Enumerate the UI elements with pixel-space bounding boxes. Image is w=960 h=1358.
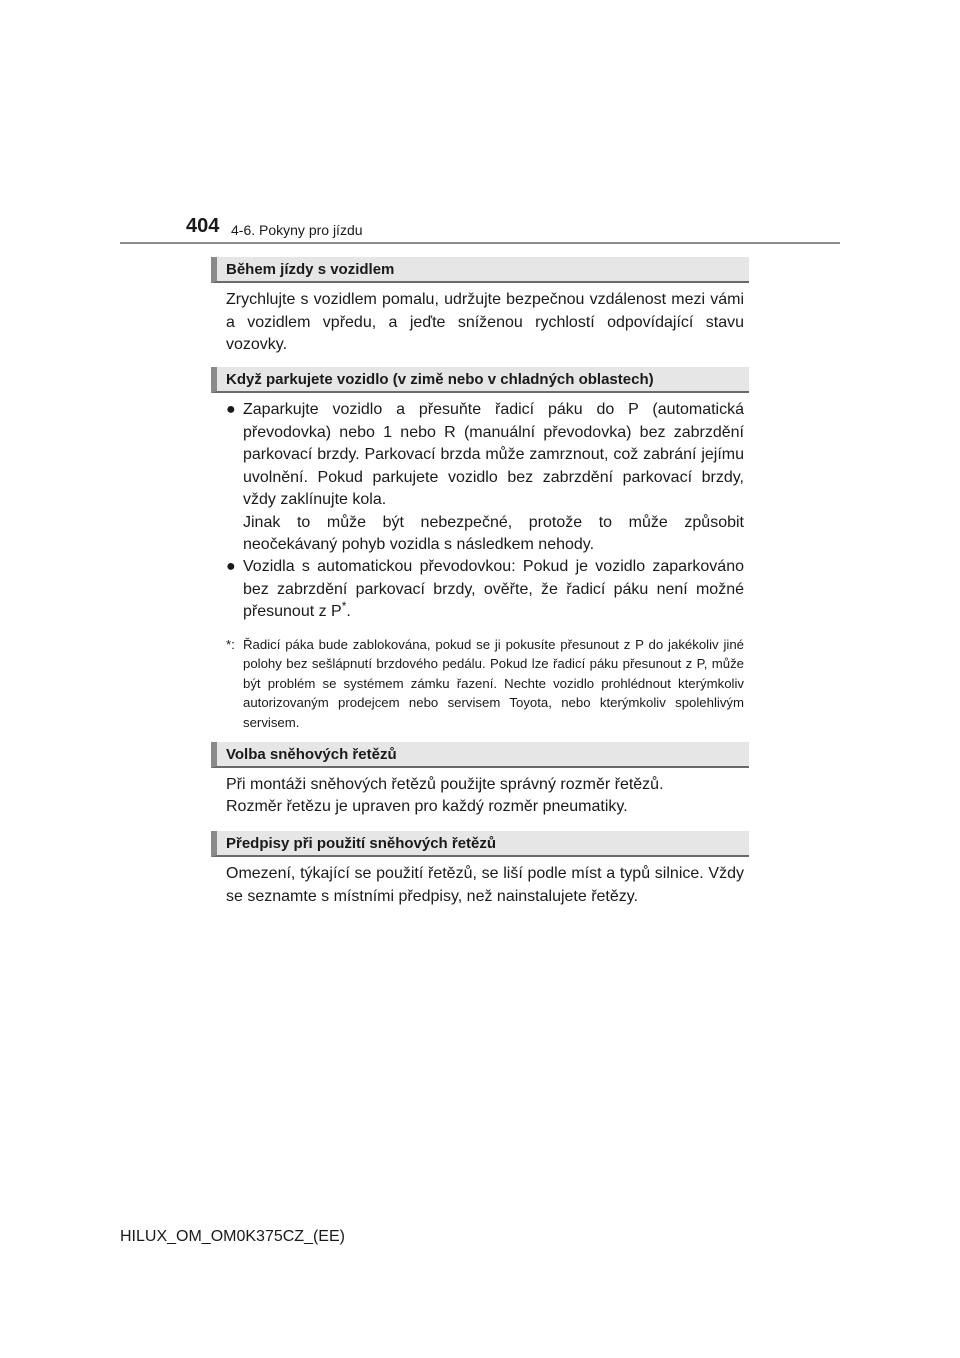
heading-snow-chain-regulations <box>211 831 749 857</box>
bullet-text-end: . <box>346 603 351 620</box>
bullet-item-parking-brake <box>226 399 744 557</box>
paragraph-chain-size-2: Rozměr řetězu je upraven pro každý rozměr pneumatiky. <box>226 798 628 815</box>
heading-snow-chain-selection <box>211 742 749 768</box>
heading-text: Během jízdy s vozidlem <box>226 261 395 278</box>
chapter-title: 4-6. Pokyny pro jízdu <box>231 222 363 238</box>
document-code: HILUX_OM_OM0K375CZ_(EE) <box>120 1228 345 1245</box>
footnote-reference: * <box>341 599 347 613</box>
bullet-item-automatic-transmission <box>226 556 744 624</box>
bullet-icon: ● <box>226 401 236 418</box>
footnote <box>226 635 744 732</box>
header-divider <box>120 242 840 244</box>
bullet-text-continuation: Jinak to může být nebezpečné, protože to může způsobit neočekávaný pohyb vozidla s následkem nehody. <box>243 513 744 553</box>
paragraph-driving: Zrychlujte s vozidlem pomalu, udržujte bezpečnou vzdálenost mezi vámi a vozidlem vpředu, a jeďte sníženou rychlostí odpovídající stavu vozovky. <box>226 291 744 353</box>
heading-text: Předpisy při použití sněhových řetězů <box>226 835 497 852</box>
heading-during-driving <box>211 257 749 283</box>
paragraph-regulations: Omezení, týkající se použití řetězů, se liší podle míst a typů silnice. Vždy se seznamte s místními předpisy, než nainstalujete řetězy. <box>226 865 744 905</box>
bullet-text: Vozidla s automatickou převodovkou: Pokud je vozidlo zaparkováno bez zabrzdění parkovací brzdy, ověřte, že řadicí páku není možné přesunout z P <box>243 558 744 620</box>
heading-parking-winter <box>211 367 749 393</box>
paragraph-chain-size: Při montáži sněhových řetězů použijte správný rozměr řetězů. <box>226 776 664 793</box>
footnote-text: Řadicí páka bude zablokována, pokud se ji pokusíte přesunout z P do jakékoliv jiné polohy bez sešlápnutí brzdového pedálu. Pokud lze řadicí páku přesunout z P, může být problém se systémem zámku řazení. Nechte vozidlo prohlédnout kterýmkoliv autorizovaným prodejcem nebo servisem Toyota, nebo kterýmkoliv spolehlivým servisem. <box>243 637 744 730</box>
page-number: 404 <box>186 215 220 237</box>
bullet-text: Zaparkujte vozidlo a přesuňte řadicí páku do P (automatická převodovka) nebo 1 nebo R (manuální převodovka) bez zabrzdění parkovací brzdy. Parkovací brzda může zamrznout, což zabrání jejímu uvolnění. Pokud parkujete vozidlo bez zabrzdění parkovací brzdy, vždy zaklínujte kola. <box>243 401 744 508</box>
bullet-icon: ● <box>226 558 236 575</box>
heading-text: Když parkujete vozidlo (v zimě nebo v chladných oblastech) <box>226 371 654 388</box>
footnote-mark: *: <box>226 637 235 652</box>
heading-text: Volba sněhových řetězů <box>226 746 397 763</box>
